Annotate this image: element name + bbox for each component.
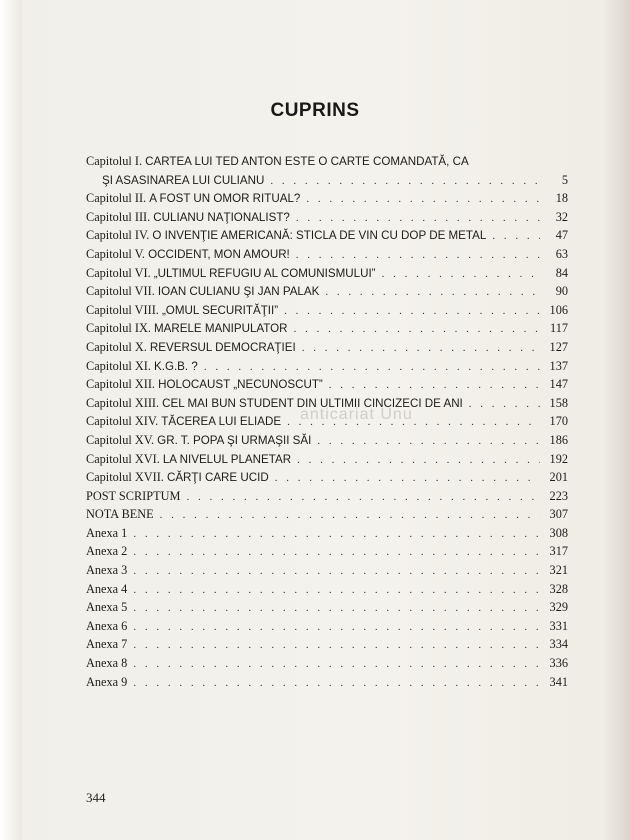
entry-page-number: 341 [549, 674, 568, 689]
dot-leader [469, 395, 540, 414]
entry-prefix: Capitolul XVII. [86, 470, 167, 485]
entry-title: IOAN CULIANU ŞI JAN PALAK [157, 285, 320, 299]
dot-leader [302, 339, 540, 358]
toc-entry [86, 431, 568, 450]
entry-label [86, 226, 486, 246]
entry-page-number: 307 [549, 507, 568, 522]
entry-prefix: Capitolul XV. [86, 432, 158, 447]
dot-leader [317, 432, 540, 451]
dot-leader [270, 172, 540, 191]
entry-title: TĂCEREA LUI ELIADE [161, 415, 282, 429]
entry-prefix: Capitolul XII. [86, 377, 159, 392]
dot-leader [133, 525, 540, 544]
entry-label [86, 505, 154, 524]
entry-label [86, 264, 376, 284]
entry-label [86, 598, 127, 617]
toc-entry [86, 542, 568, 561]
entry-page-number: 192 [549, 451, 568, 466]
entry-title: MARELE MANIPULATOR [153, 322, 288, 336]
dot-leader [186, 488, 540, 507]
entry-page-number: 308 [549, 525, 568, 540]
entry-prefix: Anexa 3 [86, 563, 128, 578]
entry-title: HOLOCAUST „NECUNOSCUT” [158, 378, 323, 392]
toc-entry [86, 208, 568, 227]
entry-label [86, 580, 127, 599]
entry-prefix: Anexa 7 [86, 637, 128, 652]
entry-label [86, 673, 127, 692]
entry-title: O INVENŢIE AMERICANĂ: STICLA DE VIN CU DOP DE METAL [152, 229, 487, 243]
dot-leader [325, 283, 540, 302]
entry-prefix: Capitolul V. [86, 246, 149, 261]
entry-page-number: 321 [549, 563, 568, 578]
entry-prefix: Capitolul VII. [86, 284, 158, 299]
entry-label [86, 524, 127, 543]
entry-label [86, 375, 323, 395]
entry-prefix: Anexa 2 [86, 544, 128, 559]
toc-entry [86, 487, 568, 506]
entry-label [86, 617, 127, 636]
dot-leader [160, 506, 540, 525]
entry-page-number: 317 [549, 544, 568, 559]
entry-prefix: Capitolul III. [86, 209, 154, 224]
entry-label [86, 542, 127, 561]
entry-title: OCCIDENT, MON AMOUR! [148, 247, 290, 261]
dot-leader [133, 618, 540, 637]
entry-title: A FOST UN OMOR RITUAL? [149, 192, 301, 206]
entry-page-number: 147 [549, 377, 568, 392]
toc-entry [86, 152, 568, 189]
entry-page-number: 90 [555, 284, 568, 299]
entry-label [86, 319, 288, 339]
entry-label [86, 301, 278, 321]
entry-prefix: Capitolul VI. [86, 265, 154, 280]
entry-page-number: 328 [549, 581, 568, 596]
toc-entry [86, 189, 568, 208]
entry-page-number: 331 [549, 618, 568, 633]
toc-entry [86, 264, 568, 283]
entry-title: K.G.B. ? [153, 359, 198, 373]
entry-page-number: 201 [549, 470, 568, 485]
dot-leader [133, 599, 540, 618]
toc-entry [86, 598, 568, 617]
entry-prefix: Capitolul XIII. [86, 395, 163, 410]
entry-prefix: Anexa 8 [86, 656, 128, 671]
entry-label [86, 487, 180, 506]
entry-page-number: 5 [561, 172, 568, 187]
entry-page-number: 127 [549, 339, 568, 354]
page-title: CUPRINS [270, 100, 360, 121]
entry-title: REVERSUL DEMOCRAŢIEI [149, 340, 296, 354]
entry-title: CEL MAI BUN STUDENT DIN ULTIMII CINCIZECI DE ANI [162, 396, 463, 410]
entry-prefix: Capitolul II. [86, 191, 150, 206]
dot-leader [133, 674, 540, 693]
entry-label [86, 635, 127, 654]
entry-title: LA NIVELUL PLANETAR [162, 452, 292, 466]
entry-title: „OMUL SECURITĂŢII” [161, 303, 279, 317]
dot-leader [382, 265, 540, 284]
dot-leader [133, 543, 540, 562]
entry-prefix: Capitolul XIV. [86, 414, 162, 429]
toc-entry [86, 505, 568, 524]
toc-entry [86, 635, 568, 654]
entry-prefix: Anexa 9 [86, 674, 128, 689]
dot-leader [204, 358, 540, 377]
entry-label [86, 208, 290, 228]
toc-entry [86, 245, 568, 264]
page-number: 344 [86, 790, 106, 805]
entry-title-continued: ŞI ASASINAREA LUI CULIANU [102, 173, 265, 187]
dot-leader [133, 655, 540, 674]
dot-leader [492, 227, 540, 246]
entry-label [86, 431, 311, 451]
dot-leader [133, 636, 540, 655]
toc-entry [86, 524, 568, 543]
toc-entry [86, 580, 568, 599]
toc-entry [86, 226, 568, 245]
entry-label [86, 357, 198, 377]
entry-title: CULIANU NAŢIONALIST? [153, 210, 290, 224]
toc-entry [86, 561, 568, 580]
entry-title: CARTEA LUI TED ANTON ESTE O CARTE COMANDATĂ, CA [145, 155, 469, 168]
toc-entry [86, 673, 568, 692]
entry-prefix: Capitolul VIII. [86, 302, 162, 317]
entry-label [86, 450, 291, 470]
entry-page-number: 137 [549, 358, 568, 373]
entry-prefix: Capitolul XVI. [86, 451, 163, 466]
dot-leader [306, 190, 540, 209]
entry-prefix: Anexa 6 [86, 618, 128, 633]
entry-prefix: Anexa 1 [86, 525, 128, 540]
toc-entry [86, 319, 568, 338]
entry-page-number: 117 [550, 321, 568, 336]
entry-label [86, 468, 269, 488]
entry-label [86, 412, 281, 432]
entry-prefix: NOTA BENE [86, 507, 154, 522]
entry-prefix: Capitolul X. [86, 339, 150, 354]
watermark: anticariat Unu [300, 406, 413, 423]
entry-page-number: 223 [549, 488, 568, 503]
entry-title: „ULTIMUL REFUGIU AL COMUNISMULUI” [153, 266, 376, 280]
entry-label [86, 561, 127, 580]
entry-page-number: 336 [549, 656, 568, 671]
entry-label [86, 338, 296, 358]
dot-leader [296, 209, 540, 228]
toc-entry [86, 357, 568, 376]
toc-entry [86, 450, 568, 469]
toc-entry [86, 468, 568, 487]
entry-page-number: 47 [555, 228, 568, 243]
dot-leader [133, 581, 540, 600]
dot-leader [329, 376, 540, 395]
entry-prefix: Capitolul IV. [86, 228, 153, 243]
entry-label [86, 282, 319, 302]
entry-prefix: Capitolul XI. [86, 358, 154, 373]
entry-label [86, 654, 127, 673]
entry-page-number: 329 [549, 600, 568, 615]
entry-prefix: Anexa 5 [86, 600, 128, 615]
entry-title: GR. T. POPA ŞI URMAŞII SĂI [157, 433, 312, 447]
entry-prefix: Capitolul I. [86, 154, 146, 168]
entry-prefix: Capitolul IX. [86, 321, 154, 336]
entry-label [86, 189, 300, 209]
entry-page-number: 106 [549, 302, 568, 317]
toc-entry [86, 654, 568, 673]
toc-entry [86, 375, 568, 394]
dot-leader [133, 562, 540, 581]
entry-title: CĂRŢI CARE UCID [166, 471, 269, 485]
entry-prefix: POST SCRIPTUM [86, 488, 181, 503]
toc-entry [86, 338, 568, 357]
toc-entry [86, 301, 568, 320]
entry-page-number: 18 [555, 191, 568, 206]
toc-entry [86, 617, 568, 636]
entry-page-number: 334 [549, 637, 568, 652]
dot-leader [275, 469, 540, 488]
toc-entry [86, 282, 568, 301]
entry-page-number: 84 [555, 265, 568, 280]
entry-page-number: 32 [555, 209, 568, 224]
dot-leader [294, 320, 540, 339]
entry-page-number: 186 [549, 432, 568, 447]
entry-prefix: Anexa 4 [86, 581, 128, 596]
entry-label [86, 245, 290, 265]
entry-page-number: 158 [549, 395, 568, 410]
dot-leader [297, 451, 540, 470]
entry-page-number: 170 [549, 414, 568, 429]
entry-page-number: 63 [555, 246, 568, 261]
dot-leader [284, 302, 540, 321]
dot-leader [296, 246, 540, 265]
